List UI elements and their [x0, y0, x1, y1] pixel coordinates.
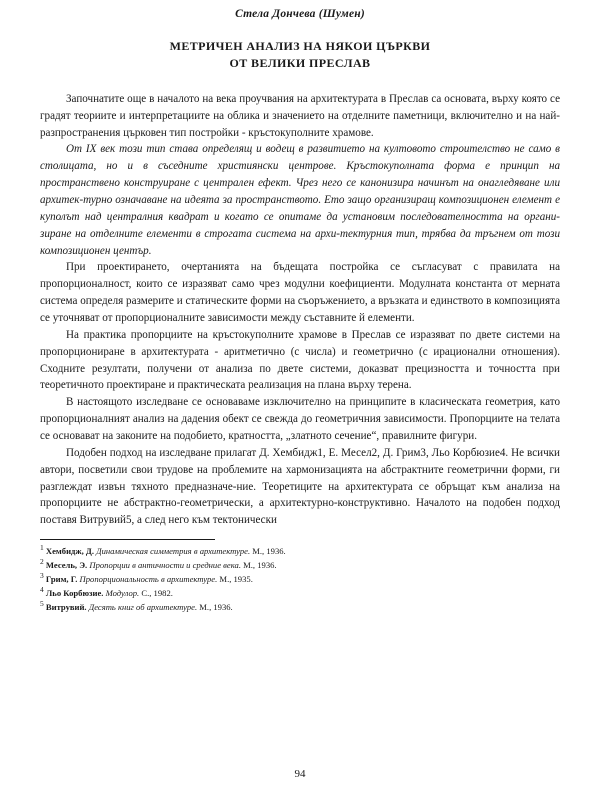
paragraph-3: При проектирането, очертанията на бъдещата постройка се съгласуват с правилата на пропорционалност, които се изразяват само чрез модулни коефициенти. Модулната константа от мерната система определя размерите и статическите форми на съоръжението, а връзката и единството в композицията се уточняват от пропорционалните зависимости между съставните й елементи. — [40, 261, 560, 324]
footnotes-list — [40, 545, 560, 613]
title-line-1: МЕТРИЧЕН АНАЛИЗ НА НЯКОИ ЦЪРКВИ — [169, 39, 431, 53]
footnote-marker: 2 — [40, 557, 44, 567]
footnote-title: Динамическая симметрия в архитектуре. — [96, 546, 251, 557]
footnote-item — [40, 598, 560, 614]
footnote-marker: 3 — [40, 571, 44, 581]
footnote-author: Льо Корбюзие. — [45, 587, 104, 598]
footnote-item — [40, 559, 560, 572]
page-title — [40, 38, 560, 73]
footnote-author: Хембидж, Д. — [45, 546, 94, 557]
author-line: Стела Дончева (Шумен) — [235, 8, 365, 20]
footnote-author: Витрувий. — [45, 601, 87, 612]
footnote-marker: 4 — [40, 584, 44, 594]
footnote-rest: М., 1936. — [199, 601, 233, 612]
footnote-rest: М., 1936. — [252, 546, 286, 557]
paragraph-1: Започнатите още в началото на века проучвания на архитектурата в Преслав са основата, върху която се градят теориите и интерпретациите на облика и значението на отделните паметници, включително и на най-разпространения църковен тип постройки - кръстокуполните храмове. — [40, 92, 560, 139]
footnote-title: Десять книг об архитектуре. — [88, 601, 198, 612]
body-text — [40, 91, 560, 529]
footnote-rest: М., 1936. — [243, 560, 277, 571]
footnote-author: Месель, Э. — [45, 560, 88, 571]
paragraph-6: Подобен подход на изследване прилагат Д. Хембидж1, Е. Месел2, Д. Грим3, Льо Корбюзие4. Не всички автори, посветили свои трудове на проблемите на хармонизацията на абстрактните геометрични форми, ги разглеждат извън тяхното предназначе-ние. Теоретиците на архитектурата се обръщат към анализа на пропорциите не абстрактно-геометрически, а архитектурно-конструктивно. Началото на подобен подход поставя Витрувий5, а след него към тектонически — [40, 446, 560, 527]
footnote-title: Модулор. — [105, 587, 140, 598]
footnote-title: Пропорции в античности и средние века. — [89, 560, 241, 571]
page-number: 94 — [294, 768, 306, 780]
paragraph-4: На практика пропорциите на кръстокуполните храмове в Преслав се изразяват по двете системи на пропорциониране в архитектурата - аритметично (с числа) и геометрично (с ирационални отношения). Сходните резултати, получени от анализа по двете системи, доказват прецизността и точността при теоретичното проектиране и практическата реализация на плана върху терена. — [40, 328, 560, 392]
footnote-rest: С., 1982. — [141, 587, 173, 598]
title-line-2: ОТ ВЕЛИКИ ПРЕСЛАВ — [229, 56, 371, 71]
footnote-separator — [40, 539, 215, 540]
footnote-author: Грим, Г. — [45, 573, 78, 584]
footnote-item — [40, 545, 560, 558]
footnote-item — [40, 573, 560, 586]
footnote-marker: 1 — [40, 543, 44, 553]
footnote-rest: М., 1935. — [219, 573, 253, 584]
footnote-title: Пропорциональность в архитектуре. — [79, 573, 218, 584]
footnote-marker: 5 — [40, 598, 44, 608]
paragraph-2: От IX век този тип става определящ и водещ в развитието на култовото строителство не само в столицата, но и в съседните християнски центрове. Кръстокуполната форма е принцип на пространствено конструиране с централен ефект. Чрез него се канонизира начинът на онагледяване или архитек-турно означаване на идеята за пространството. Ето защо организиращ композиционен елемент е куполът над централния квадрат и когато се опитаме да установим последователността на органи-зиране на отделните елементи в строгата система на архи-тектурния тип, трябва да тръгнем от този композиционен център. — [40, 143, 560, 257]
footnote-item — [40, 584, 560, 600]
paragraph-5: В настоящото изследване се основаваме изключително на принципите в класическата геометрия, като пропорционалният анализ на дадения обект се свежда до геометричния зависимости. Пропорциите на телата се основават на законите на подобието, кратността, „златното сечение“, правилните фигури. — [40, 396, 560, 442]
